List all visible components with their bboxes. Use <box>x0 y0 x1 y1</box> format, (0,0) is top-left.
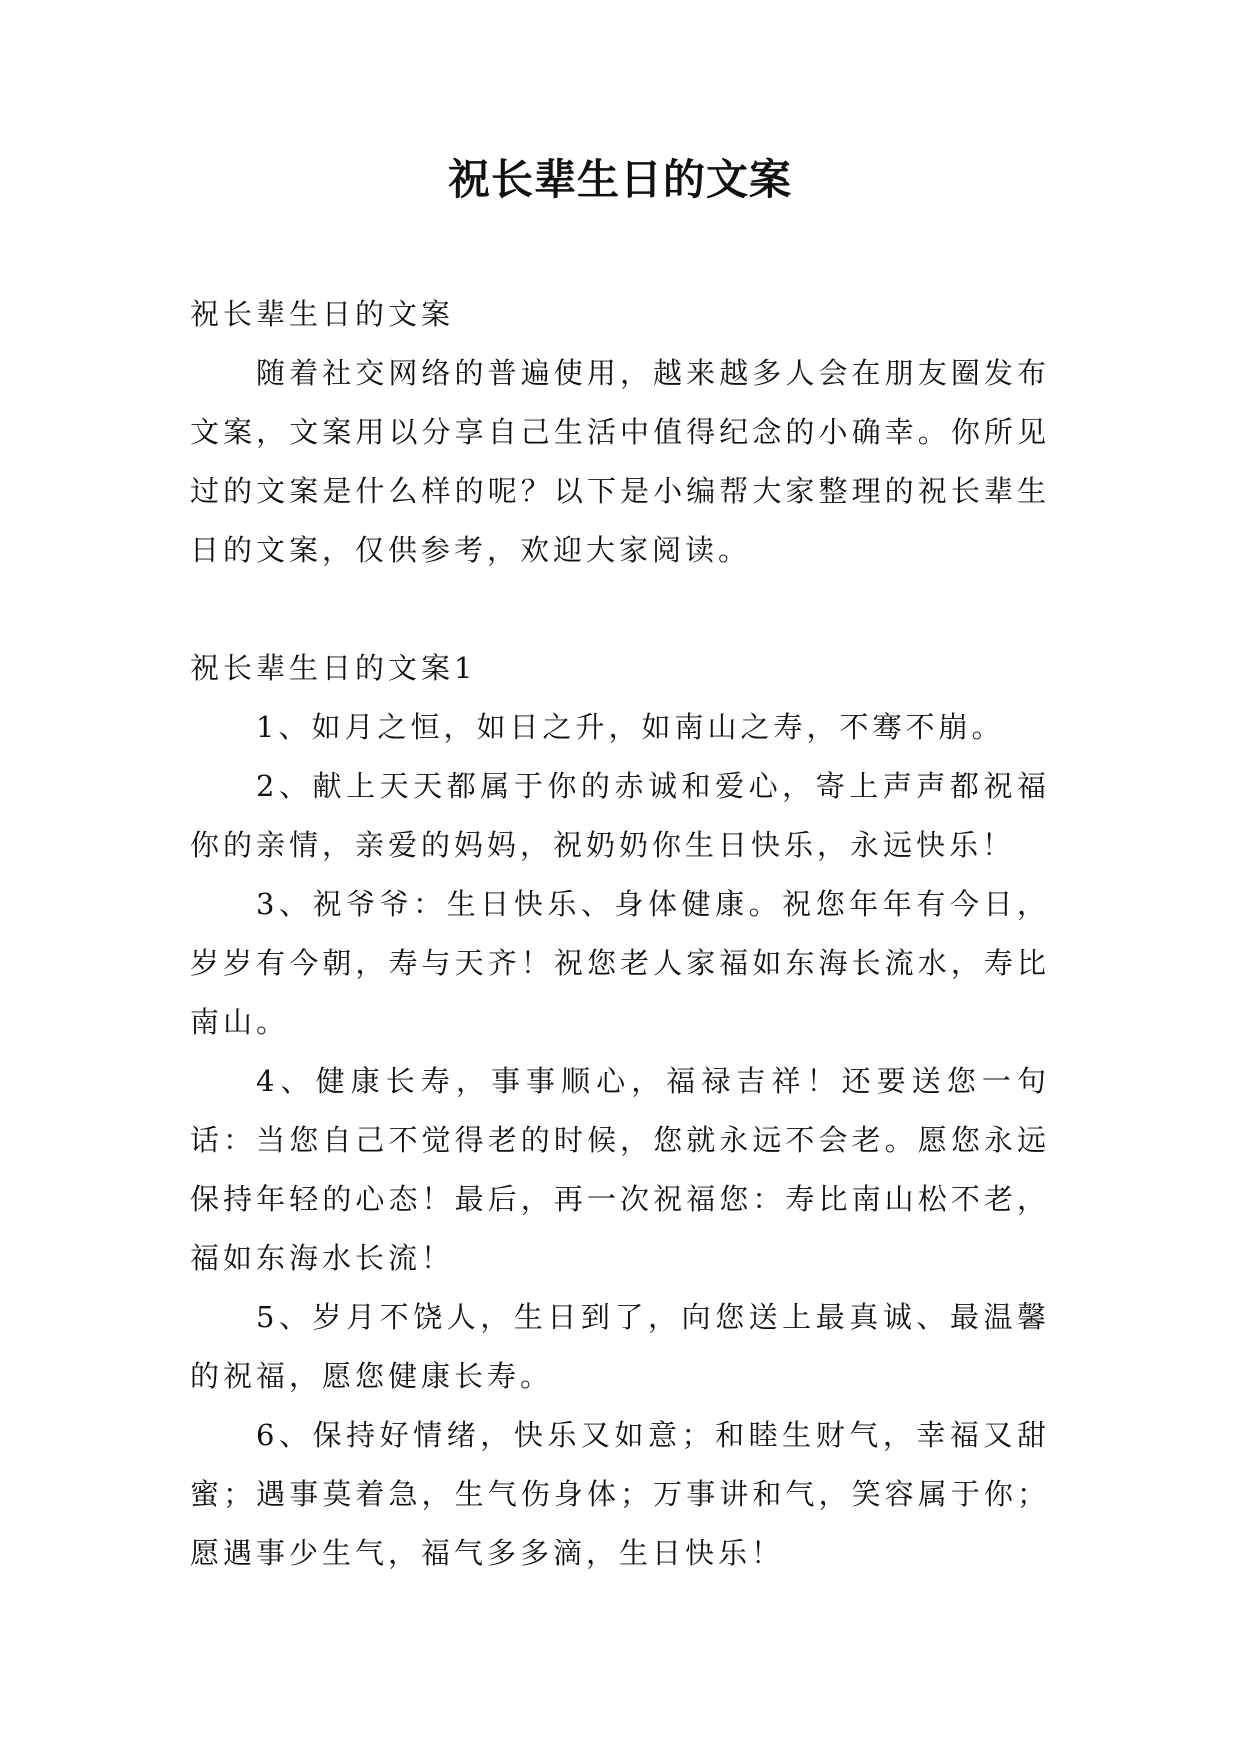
list-item: 3、祝爷爷：生日快乐、身体健康。祝您年年有今日，岁岁有今朝，寿与天齐！祝您老人家福如东海长流水，寿比南山。 <box>190 887 1050 1039</box>
list-item: 5、岁月不饶人，生日到了，向您送上最真诚、最温馨的祝福，愿您健康长寿。 <box>190 1300 1050 1393</box>
document-body <box>190 285 1050 1583</box>
list-item: 6、保持好情绪，快乐又如意；和睦生财气，幸福又甜蜜；遇事莫着急，生气伤身体；万事讲和气，笑容属于你；愿遇事少生气，福气多多滴，生日快乐！ <box>190 1418 1050 1570</box>
paragraph-spacer <box>190 580 1050 639</box>
list-item: 2、献上天天都属于你的赤诚和爱心，寄上声声都祝福你的亲情，亲爱的妈妈，祝奶奶你生日快乐，永远快乐！ <box>190 769 1050 862</box>
list-item: 4、健康长寿，事事顺心，福禄吉祥！还要送您一句话：当您自己不觉得老的时候，您就永远不会老。愿您永远保持年轻的心态！最后，再一次祝福您：寿比南山松不老，福如东海水长流！ <box>190 1064 1050 1275</box>
section-heading: 祝长辈生日的文案1 <box>190 651 477 685</box>
intro-paragraph: 随着社交网络的普遍使用，越来越多人会在朋友圈发布文案，文案用以分享自己生活中值得纪念的小确幸。你所见过的文案是什么样的呢？以下是小编帮大家整理的祝长辈生日的文案，仅供参考，欢迎大家阅读。 <box>190 356 1050 567</box>
intro-heading: 祝长辈生日的文案 <box>190 297 455 331</box>
list-item: 1、如月之恒，如日之升，如南山之寿，不骞不崩。 <box>256 710 1005 744</box>
document-title: 祝长辈生日的文案 <box>447 155 792 204</box>
